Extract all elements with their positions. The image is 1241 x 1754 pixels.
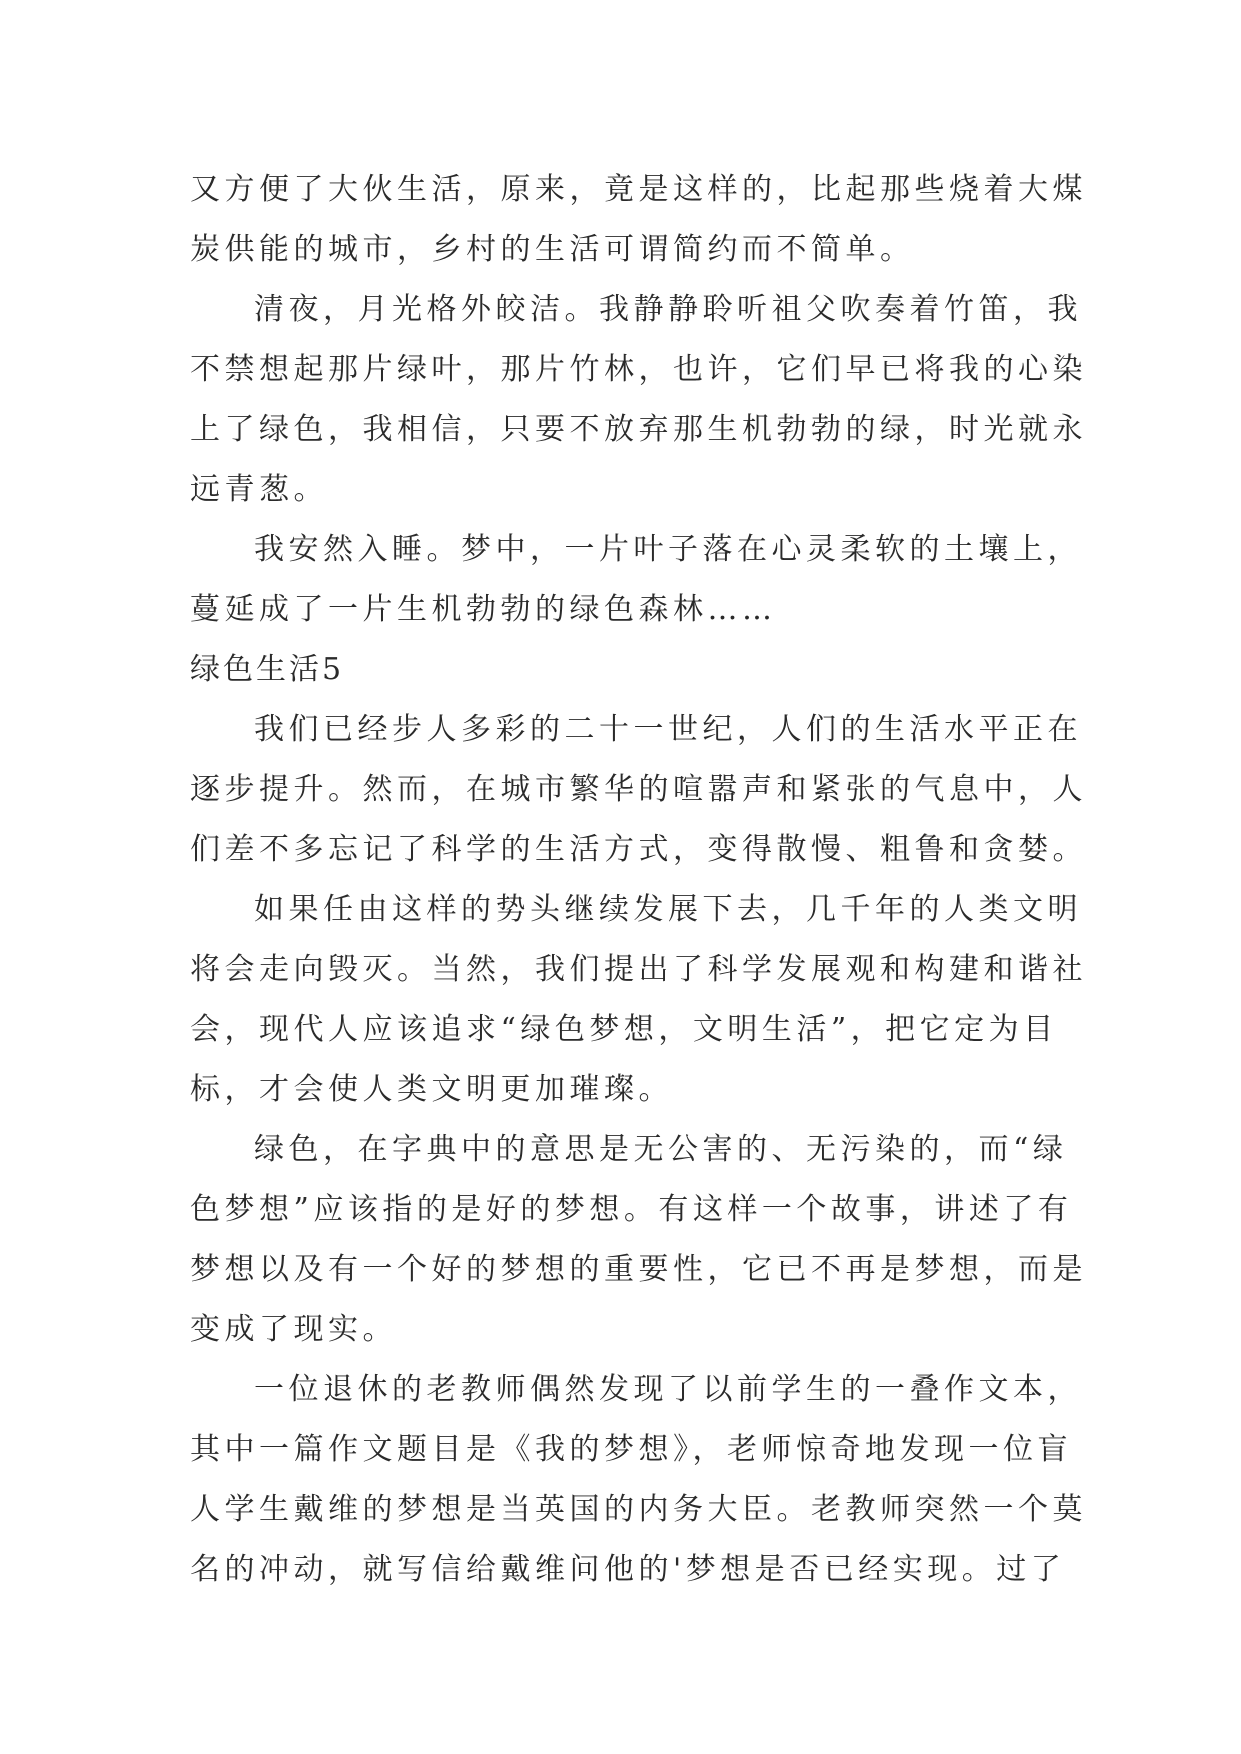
text-line: 远青葱。 [190,472,328,507]
text-line: 我安然入睡。梦中，一片叶子落在心灵柔软的土壤上， [254,532,1082,567]
text-line: 人学生戴维的梦想是当英国的内务大臣。老教师突然一个莫 [190,1492,1087,1527]
text-line: 我们已经步人多彩的二十一世纪，人们的生活水平正在 [254,712,1082,747]
text-line: 一位退休的老教师偶然发现了以前学生的一叠作文本， [254,1372,1082,1407]
text-line: 色梦想”应该指的是好的梦想。有这样一个故事，讲述了有 [190,1192,1073,1227]
document-body [190,160,1087,1600]
text-line: 如果任由这样的势头继续发展下去，几千年的人类文明 [254,892,1082,927]
text-line: 其中一篇作文题目是《我的梦想》，老师惊奇地发现一位盲 [190,1432,1072,1467]
text-line: 清夜，月光格外皎洁。我静静聆听祖父吹奏着竹笛，我 [254,292,1082,327]
text-line: 绿色，在字典中的意思是无公害的、无污染的，而“绿 [254,1132,1068,1167]
text-line: 将会走向毁灭。当然，我们提出了科学发展观和构建和谐社 [190,952,1087,987]
text-line: 蔓延成了一片生机勃勃的绿色森林…… [190,592,777,627]
text-line: 炭供能的城市，乡村的生活可谓简约而不简单。 [190,232,915,267]
text-line: 名的冲动，就写信给戴维问他的'梦想是否已经实现。过了 [190,1552,1066,1587]
text-line: 不禁想起那片绿叶，那片竹林，也许，它们早已将我的心染 [190,352,1087,387]
text-line: 们差不多忘记了科学的生活方式，变得散慢、粗鲁和贪婪。 [190,832,1087,867]
section-heading: 绿色生活5 [190,652,345,687]
text-line: 会，现代人应该追求“绿色梦想，文明生活”，把它定为目 [190,1012,1058,1047]
text-line: 变成了现实。 [190,1312,397,1347]
text-line: 梦想以及有一个好的梦想的重要性，它已不再是梦想，而是 [190,1252,1087,1287]
text-line: 又方便了大伙生活，原来，竟是这样的，比起那些烧着大煤 [190,172,1087,207]
text-line: 标，才会使人类文明更加璀璨。 [190,1072,673,1107]
text-line: 逐步提升。然而，在城市繁华的喧嚣声和紧张的气息中，人 [190,772,1087,807]
text-line: 上了绿色，我相信，只要不放弃那生机勃勃的绿，时光就永 [190,412,1087,447]
